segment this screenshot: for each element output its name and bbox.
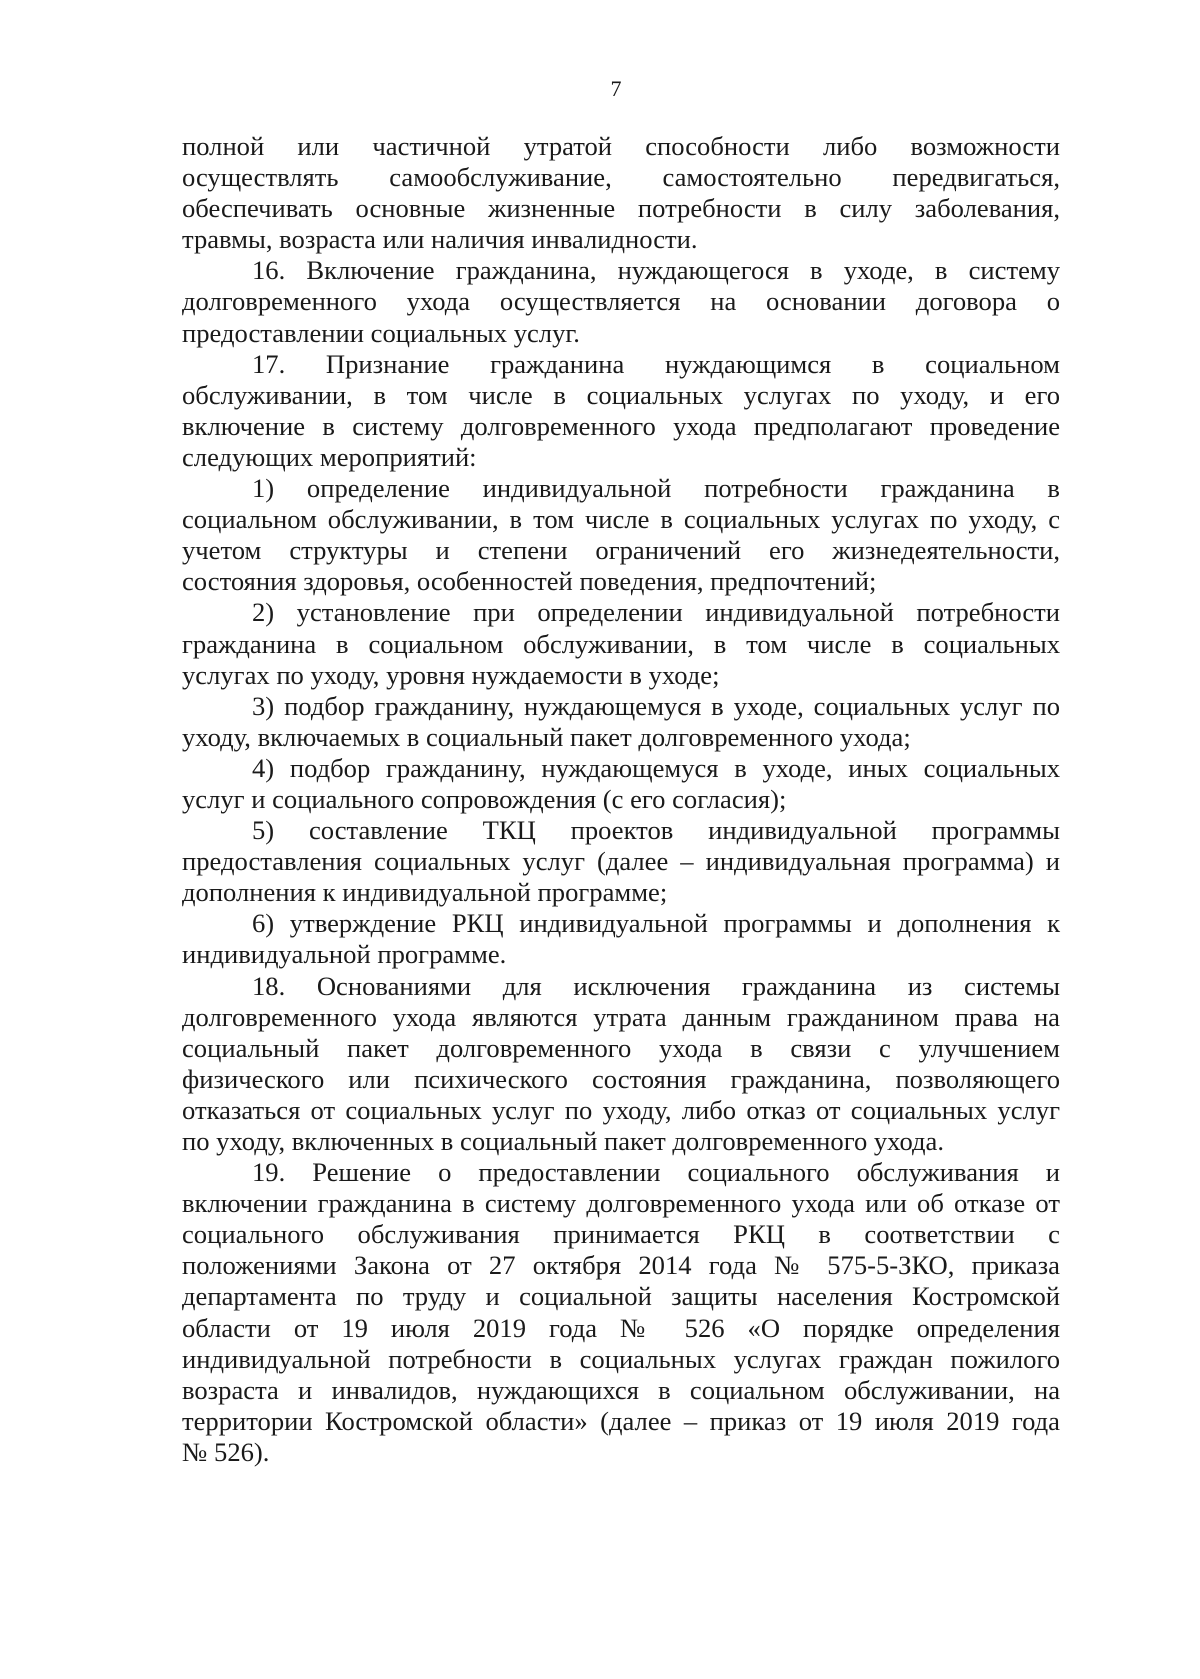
text-line: дополнения к индивидуальной программе; — [182, 877, 668, 908]
text-line: обеспечивать основные жизненные потребности в силу заболевания, — [182, 193, 1060, 224]
text-line: учетом структуры и степени ограничений его жизнедеятельности, — [182, 535, 1060, 566]
paragraph — [182, 908, 1060, 970]
text-line: полной или частичной утратой способности либо возможности — [182, 131, 1060, 161]
text-line: социальный пакет долговременного ухода в связи с улучшением — [182, 1032, 1060, 1063]
text-line: уходу, включаемых в социальный пакет долговременного ухода; — [182, 721, 911, 752]
text-line: услуг и социального сопровождения (с его согласия); — [182, 783, 787, 814]
paragraph — [182, 691, 1060, 753]
text-line: 3) подбор гражданину, нуждающемуся в уходе, социальных услуг по — [252, 690, 1060, 721]
text-line: обслуживании, в том числе в социальных услугах по уходу, и его — [182, 379, 1060, 410]
text-line: травмы, возраста или наличия инвалидности. — [182, 224, 698, 255]
text-line: 6) утверждение РКЦ индивидуальной программы и дополнения к — [252, 908, 1060, 939]
paragraph — [182, 815, 1060, 908]
text-line: территории Костромской области» (далее – приказ от 19 июля 2019 года — [182, 1405, 1060, 1436]
text-line: возраста и инвалидов, нуждающихся в социальном обслуживании, на — [182, 1374, 1060, 1405]
text-line: 18. Основаниями для исключения гражданина из системы — [252, 970, 1060, 1001]
text-line: 2) установление при определении индивидуальной потребности — [252, 597, 1060, 628]
paragraph — [182, 971, 1060, 1158]
text-line: индивидуальной программе. — [182, 939, 507, 970]
paragraph — [182, 1157, 1060, 1468]
paragraph — [182, 349, 1060, 473]
text-line: состояния здоровья, особенностей поведения, предпочтений; — [182, 566, 877, 597]
text-line: осуществлять самообслуживание, самостоятельно передвигаться, — [182, 162, 1060, 193]
text-line: следующих мероприятий: — [182, 441, 477, 472]
text-line: 4) подбор гражданину, нуждающемуся в уходе, иных социальных — [252, 752, 1060, 783]
paragraph — [182, 473, 1060, 597]
text-line: услугах по уходу, уровня нуждаемости в уходе; — [182, 659, 720, 690]
text-line: социальном обслуживании, в том числе в социальных услугах по уходу, с — [182, 504, 1060, 535]
text-line: департамента по труду и социальной защиты населения Костромской — [182, 1281, 1060, 1312]
text-line: 17. Признание гражданина нуждающимся в социальном — [252, 348, 1060, 379]
text-line: 1) определение индивидуальной потребности гражданина в — [252, 473, 1060, 504]
text-line: гражданина в социальном обслуживании, в том числе в социальных — [182, 628, 1060, 659]
text-line: отказаться от социальных услуг по уходу, либо отказ от социальных услуг — [182, 1094, 1060, 1125]
page-number: 7 — [610, 76, 622, 101]
text-line: физического или психического состояния гражданина, позволяющего — [182, 1063, 1060, 1094]
paragraph — [182, 255, 1060, 348]
text-line: области от 19 июля 2019 года № 526 «О порядке определения — [182, 1312, 1060, 1343]
text-line: по уходу, включенных в социальный пакет долговременного ухода. — [182, 1126, 944, 1156]
paragraph — [182, 753, 1060, 815]
text-line: 16. Включение гражданина, нуждающегося в уходе, в систему — [252, 255, 1060, 286]
text-line: № 526). — [182, 1436, 270, 1467]
text-line: долговременного ухода осуществляется на основании договора о — [182, 286, 1060, 317]
text-line: 19. Решение о предоставлении социального обслуживания и — [252, 1157, 1060, 1188]
paragraph — [182, 597, 1060, 690]
paragraph — [182, 131, 1060, 255]
text-line: предоставления социальных услуг (далее – индивидуальная программа) и — [182, 846, 1060, 877]
text-line: индивидуальной потребности в социальных услугах граждан пожилого — [182, 1343, 1060, 1374]
text-line: предоставлении социальных услуг. — [182, 317, 580, 348]
text-line: 5) составление ТКЦ проектов индивидуальной программы — [252, 815, 1060, 846]
document-body — [182, 131, 1060, 1468]
text-line: включении гражданина в систему долговременного ухода или об отказе от — [182, 1188, 1060, 1219]
text-line: положениями Закона от 27 октября 2014 года № 575-5-ЗКО, приказа — [182, 1250, 1060, 1281]
text-line: социального обслуживания принимается РКЦ в соответствии с — [182, 1219, 1060, 1250]
text-line: включение в систему долговременного ухода предполагают проведение — [182, 410, 1060, 441]
text-line: долговременного ухода являются утрата данным гражданином права на — [182, 1001, 1060, 1032]
